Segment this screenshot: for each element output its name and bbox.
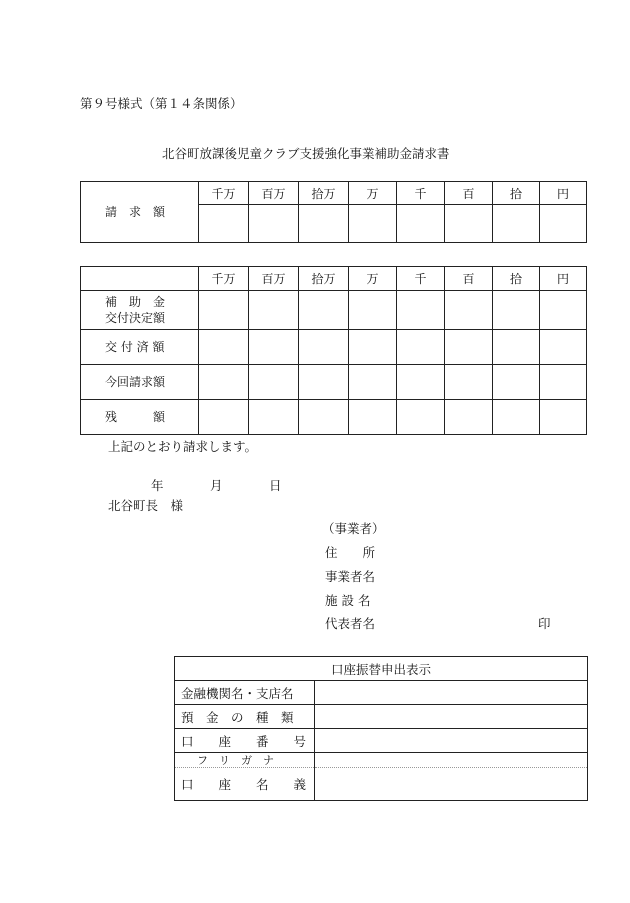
amount-cell[interactable] <box>249 400 299 435</box>
bank-table-heading: 口座振替申出表示 <box>175 657 588 681</box>
amount-cell[interactable] <box>445 365 493 400</box>
business-name-label: 事業者名 <box>325 569 376 584</box>
amount-cell[interactable] <box>349 205 397 243</box>
unit-header: 拾万 <box>299 182 349 205</box>
unit-header: 拾 <box>493 182 540 205</box>
amount-cell[interactable] <box>397 330 445 365</box>
unit-header: 百 <box>445 267 493 291</box>
representative-label: 代表者名 <box>325 616 376 631</box>
amount-cell[interactable] <box>249 365 299 400</box>
amount-cell[interactable] <box>540 291 587 330</box>
row-label-decided <box>81 291 199 330</box>
amount-cell[interactable] <box>397 205 445 243</box>
amount-cell[interactable] <box>397 400 445 435</box>
account-name-field[interactable] <box>315 768 588 801</box>
amount-cell[interactable] <box>397 291 445 330</box>
account-number-label: 口 座 番 号 <box>175 729 315 753</box>
amount-cell[interactable] <box>445 205 493 243</box>
subsidy-breakdown-table <box>80 266 587 435</box>
request-amount-table <box>80 181 587 243</box>
unit-header: 百万 <box>249 182 299 205</box>
unit-header: 百 <box>445 182 493 205</box>
seal-mark: 印 <box>538 616 551 631</box>
amount-cell[interactable] <box>445 291 493 330</box>
addressee: 北谷町長 様 <box>108 498 184 513</box>
unit-header: 千万 <box>199 182 249 205</box>
unit-header: 万 <box>349 267 397 291</box>
deposit-type-field[interactable] <box>315 705 588 729</box>
amount-cell[interactable] <box>540 365 587 400</box>
amount-cell[interactable] <box>199 365 249 400</box>
corner-cell <box>81 267 199 291</box>
unit-header: 拾 <box>493 267 540 291</box>
amount-cell[interactable] <box>349 400 397 435</box>
row-label-line: 交付決定額 <box>105 311 166 325</box>
unit-header: 円 <box>540 267 587 291</box>
amount-cell[interactable] <box>397 365 445 400</box>
amount-cell[interactable] <box>493 205 540 243</box>
amount-cell[interactable] <box>540 400 587 435</box>
amount-cell[interactable] <box>299 400 349 435</box>
amount-cell[interactable] <box>299 365 349 400</box>
amount-cell[interactable] <box>493 400 540 435</box>
applicant-heading: （事業者） <box>322 521 385 536</box>
date-day-label: 日 <box>269 478 282 493</box>
amount-cell[interactable] <box>349 365 397 400</box>
unit-header: 千 <box>397 267 445 291</box>
furigana-field[interactable] <box>315 753 588 768</box>
unit-header: 万 <box>349 182 397 205</box>
request-statement: 上記のとおり請求します。 <box>108 439 258 454</box>
amount-cell[interactable] <box>445 400 493 435</box>
request-amount-label: 請 求 額 <box>81 182 199 243</box>
amount-cell[interactable] <box>249 291 299 330</box>
bank-transfer-table <box>174 656 588 801</box>
amount-cell[interactable] <box>493 365 540 400</box>
address-label: 住 所 <box>325 545 376 560</box>
row-label-balance: 残 額 <box>81 400 199 435</box>
row-label-current: 今回請求額 <box>81 365 199 400</box>
date-month-label: 月 <box>210 478 223 493</box>
amount-cell[interactable] <box>349 291 397 330</box>
row-label-line: 補 助 金 <box>105 295 166 309</box>
account-name-label: 口 座 名 義 <box>175 768 315 801</box>
deposit-type-label: 預 金 の 種 類 <box>175 705 315 729</box>
bank-branch-label: 金融機関名・支店名 <box>175 681 315 705</box>
amount-cell[interactable] <box>199 205 249 243</box>
row-label-paid: 交 付 済 額 <box>81 330 199 365</box>
amount-cell[interactable] <box>299 205 349 243</box>
unit-header: 百万 <box>249 267 299 291</box>
amount-cell[interactable] <box>299 330 349 365</box>
unit-header: 千 <box>397 182 445 205</box>
amount-cell[interactable] <box>199 400 249 435</box>
form-number: 第９号様式（第１４条関係） <box>80 96 243 111</box>
document-title: 北谷町放課後児童クラブ支援強化事業補助金請求書 <box>162 146 450 161</box>
unit-header: 円 <box>540 182 587 205</box>
amount-cell[interactable] <box>540 205 587 243</box>
amount-cell[interactable] <box>299 291 349 330</box>
unit-header: 拾万 <box>299 267 349 291</box>
amount-cell[interactable] <box>493 291 540 330</box>
date-year-label: 年 <box>151 478 164 493</box>
amount-cell[interactable] <box>249 330 299 365</box>
bank-branch-field[interactable] <box>315 681 588 705</box>
amount-cell[interactable] <box>249 205 299 243</box>
amount-cell[interactable] <box>199 330 249 365</box>
amount-cell[interactable] <box>349 330 397 365</box>
account-number-field[interactable] <box>315 729 588 753</box>
amount-cell[interactable] <box>445 330 493 365</box>
unit-header: 千万 <box>199 267 249 291</box>
facility-name-label: 施 設 名 <box>325 593 371 608</box>
amount-cell[interactable] <box>199 291 249 330</box>
amount-cell[interactable] <box>493 330 540 365</box>
furigana-label: フ リ ガ ナ <box>175 753 315 768</box>
amount-cell[interactable] <box>540 330 587 365</box>
